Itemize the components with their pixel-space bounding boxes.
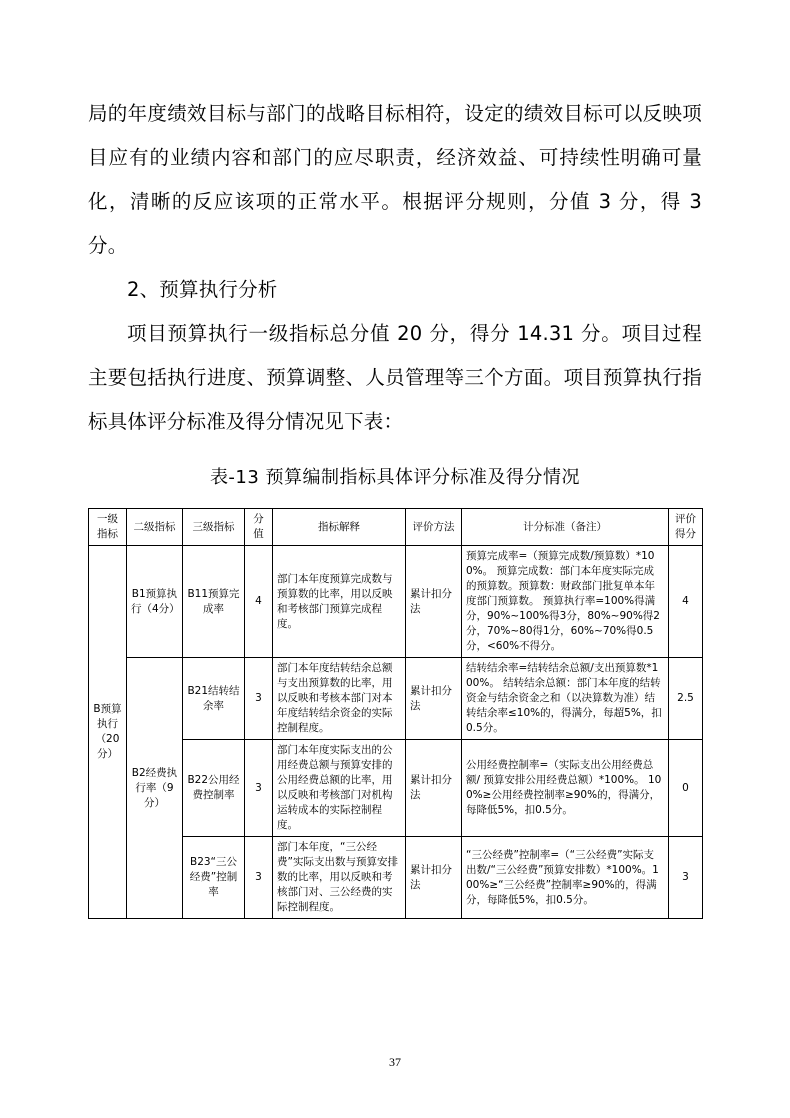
cell-criteria: 预算完成率=（预算完成数/预算数）*100%。 预算完成数：部门本年度实际完成的预算数。预算数：财政部门批复单本年度部门预算数。 预算执行率=100%得满分，90%~100%得3分，80%~90%得2分，70%~80得1分，60%~70%得0.5分，<60%不得分。 (462, 546, 669, 658)
header-criteria: 计分标准（备注） (462, 509, 669, 546)
cell-result: 2.5 (669, 658, 703, 740)
cell-criteria: “三公经费”控制率=（“三公经费”实际支出数/“三公经费”预算安排数）*100%。100%≥“三公经费”控制率≥90%的，得满分，每降低5%，扣0.5分。 (462, 837, 669, 919)
cell-method: 累计扣分法 (406, 740, 462, 837)
header-result: 评价得分 (669, 509, 703, 546)
header-score-value: 分值 (245, 509, 273, 546)
cell-explanation: 部门本年度预算完成数与预算数的比率，用以反映和考核部门预算完成程度。 (273, 546, 406, 658)
cell-explanation: 部门本年度实际支出的公用经费总额与预算安排的公用经费总额的比率，用以反映和考核部门对机构运转成本的实际控制程度。 (273, 740, 406, 837)
cell-result: 0 (669, 740, 703, 837)
cell-explanation: 部门本年度，“三公经费”实际支出数与预算安排数的比率，用以反映和考核部门对、三公经费的实际控制程度。 (273, 837, 406, 919)
header-method: 评价方法 (406, 509, 462, 546)
cell-criteria: 公用经费控制率=（实际支出公用经费总额/ 预算安排公用经费总额）*100%。 100%≥公用经费控制率≥90%的，得满分，每降低5%，扣0.5分。 (462, 740, 669, 837)
cell-criteria: 结转结余率=结转结余总额/支出预算数*100%。 结转结余总额：部门本年度的结转资金与结余资金之和（以决算数为准）结转结余率≤10%的，得满分，每超5%，扣0.5分。 (462, 658, 669, 740)
cell-method: 累计扣分法 (406, 546, 462, 658)
paragraph-1: 局的年度绩效目标与部门的战略目标相符，设定的绩效目标可以反映项目应有的业绩内容和部门的应尽职责，经济效益、可持续性明确可量化，清晰的反应该项的正常水平。根据评分规则，分值 3 分，得 3 分。 (88, 102, 702, 257)
cell-method: 累计扣分法 (406, 658, 462, 740)
cell-result: 4 (669, 546, 703, 658)
header-level2: 二级指标 (127, 509, 183, 546)
page-number: 37 (389, 1055, 401, 1069)
cell-level2: B1预算执行（4分） (127, 546, 183, 658)
cell-level3: B22公用经费控制率 (183, 740, 245, 837)
cell-score-value: 3 (245, 658, 273, 740)
cell-explanation: 部门本年度结转结余总额与支出预算数的比率，用以反映和考核本部门对本年度结转结余资金的实际控制程度。 (273, 658, 406, 740)
table-title: 表-13 预算编制指标具体评分标准及得分情况 (209, 467, 581, 488)
cell-level3: B11预算完成率 (183, 546, 245, 658)
header-level1: 一级指标 (89, 509, 127, 546)
cell-score-value: 3 (245, 837, 273, 919)
page-content (88, 92, 702, 919)
cell-level3: B21结转结余率 (183, 658, 245, 740)
paragraph-3: 项目预算执行一级指标总分值 20 分，得分 14.31 分。项目过程主要包括执行进度、预算调整、人员管理等三个方面。项目预算执行指标具体评分标准及得分情况见下表： (88, 322, 702, 433)
table-row (89, 546, 703, 658)
cell-score-value: 4 (245, 546, 273, 658)
table-row (89, 658, 703, 740)
cell-method: 累计扣分法 (406, 837, 462, 919)
cell-score-value: 3 (245, 740, 273, 837)
scoring-table (88, 508, 703, 919)
header-explanation: 指标解释 (273, 509, 406, 546)
cell-level2: B2经费执行率（9分） (127, 658, 183, 919)
header-level3: 三级指标 (183, 509, 245, 546)
table-header-row (89, 509, 703, 546)
paragraph-2: 2、预算执行分析 (127, 278, 278, 301)
cell-level1: B预算执行（20分） (89, 546, 127, 919)
cell-result: 3 (669, 837, 703, 919)
cell-level3: B23“三公经费”控制率 (183, 837, 245, 919)
